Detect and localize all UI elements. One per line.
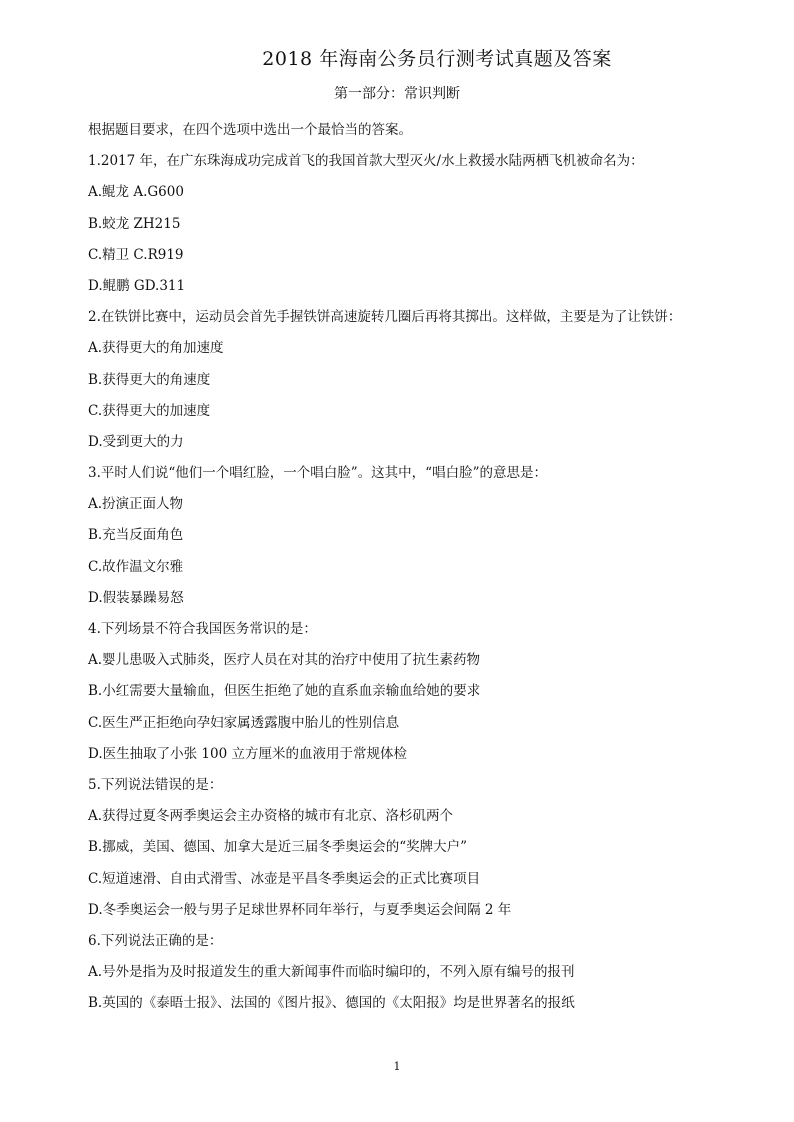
answer-option: D.受到更大的力 — [88, 433, 184, 450]
question-stem: 3.平时人们说“他们一个唱红脸，一个唱白脸”。这其中，“唱白脸”的意思是： — [88, 465, 547, 482]
answer-option: A.号外是指为及时报道发生的重大新闻事件而临时编印的，不列入原有编号的报刊 — [88, 964, 575, 981]
question-stem: 6.下列说法正确的是： — [88, 932, 223, 949]
answer-option: A.获得过夏冬两季奥运会主办资格的城市有北京、洛杉矶两个 — [88, 808, 454, 825]
answer-option: A.婴儿患吸入式肺炎，医疗人员在对其的治疗中使用了抗生素药物 — [88, 652, 481, 669]
document-title: 2018 年海南公务员行测考试真题及答案 — [262, 48, 612, 70]
answer-option: A.鲲龙 A.G600 — [88, 184, 184, 201]
answer-option: C.故作温文尔雅 — [88, 558, 184, 575]
answer-option: D.医生抽取了小张 100 立方厘米的血液用于常规体检 — [88, 745, 407, 762]
answer-option: B.充当反面角色 — [88, 527, 184, 544]
answer-option: B.小红需要大量输血，但医生拒绝了她的直系血亲输血给她的要求 — [88, 683, 481, 700]
question-stem: 4.下列场景不符合我国医务常识的是： — [88, 621, 317, 637]
answer-option: B.英国的《泰晤士报》、法国的《图片报》、德国的《太阳报》均是世界著名的报纸 — [88, 995, 575, 1012]
answer-option: D.鲲鹏 GD.311 — [88, 277, 186, 294]
question-stem: 5.下列说法错误的是： — [88, 776, 223, 793]
answer-option: D.假装暴躁易怒 — [88, 589, 184, 606]
answer-option: C.短道速滑、自由式滑雪、冰壶是平昌冬季奥运会的正式比赛项目 — [88, 870, 481, 887]
section-heading: 第一部分：常识判断 — [334, 86, 460, 102]
answer-option: C.获得更大的加速度 — [88, 402, 211, 419]
answer-option: D.冬季奥运会一般与男子足球世界杯同年举行，与夏季奥运会间隔 2 年 — [88, 901, 512, 918]
answer-option: B.获得更大的角速度 — [88, 371, 211, 388]
answer-option: B.蛟龙 ZH215 — [88, 215, 181, 232]
answer-option: A.扮演正面人物 — [88, 496, 184, 513]
answer-option: A.获得更大的角加速度 — [88, 340, 224, 357]
answer-option: B.挪威，美国、德国、加拿大是近三届冬季奥运会的“奖牌大户” — [88, 839, 468, 856]
question-stem: 1.2017 年，在广东珠海成功完成首飞的我国首款大型灭火/水上救援水陆两栖飞机被命名为： — [88, 153, 644, 170]
question-stem: 2.在铁饼比赛中，运动员会首先手握铁饼高速旋转几圈后再将其掷出。这样做，主要是为了让铁饼： — [88, 309, 682, 326]
instruction-text: 根据题目要求，在四个选项中选出一个最恰当的答案。 — [88, 122, 412, 138]
answer-option: C.精卫 C.R919 — [88, 246, 184, 263]
question-list — [88, 115, 728, 1019]
answer-option: C.医生严正拒绝向孕妇家属透露腹中胎儿的性别信息 — [88, 714, 400, 731]
page-number: 1 — [393, 1060, 401, 1073]
